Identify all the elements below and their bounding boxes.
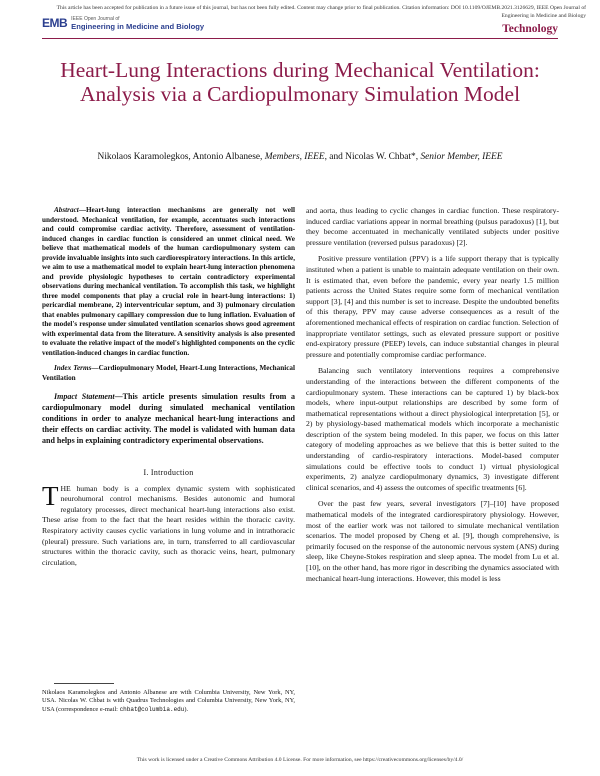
intro-paragraph (42, 480, 295, 569)
author-names: Nikolaos Karamolegkos, Antonio Albanese, (97, 152, 265, 162)
impact-lead: Impact Statement (54, 392, 115, 401)
right-column (306, 206, 559, 584)
footnote-end: ). (184, 705, 189, 713)
publication-notice: This article has been accepted for publication in a future issue of this journal, but has not been fully edited. Content may change prior to final publication. Citation information: DOI 10.1109/OJEMB.2021.3126629, IEEE Open Journal of Engineering in Medicine and Biology (56, 5, 586, 19)
index-terms (42, 364, 295, 383)
author-membership: Members, IEEE (264, 152, 325, 162)
index-terms-text: —Cardiopulmonary Model, Heart-Lung Interactions, Mechanical Ventilation (42, 364, 295, 382)
impact-text: —This article presents simulation results from a cardiopulmonary model during simulated mechanical ventilation conditions in order to analyze mechanical heart-lung interactions and their effects on cardiac activity. The model is validated with human data and helps in explaining contradictory experimental observations. (42, 392, 295, 445)
body-paragraph: Balancing such ventilatory interventions requires a comprehensive understanding of the interactions between the different components of the cardiopulmonary system. These interactions can be captured 1) by black-box models, where input-output relationships are described by some form of mathematical representations without a direct physiological interpretation [5], or 2) by physiology-based mathematical models which incorporate a mechanistic description of the system being modeled. In this paper, we focus on this latter category of modeling approaches as we believe that this is better suited to the understanding of cardio-respiratory interactions. Model-based computer simulations could be effective tools to conduct 1) virtual physiological experiments, 2) analyze cardiopulmonary dynamics, 3) investigate different clinical scenarios, and 4) assess the outcomes of specific treatments [6]. (306, 366, 559, 492)
abstract-lead: Abstract (54, 206, 79, 214)
left-column (42, 206, 295, 568)
license-footer: This work is licensed under a Creative Commons Attribution 4.0 License. For more information, see https://creativecommons.org/licenses/by/4.0/ (136, 757, 464, 763)
intro-text: HE human body is a complex dynamic system with sophisticated neurohumoral control mechanisms. Besides autonomic and humoral regulatory processes, direct mechanical heart-lung interactions also exist. These arise from to the fact that the heart resides within the thoracic cavity. Respiratory activity causes cyclic variations in lung volume and in intrathoracic (pleural) pressure. Such variations are, in turn, transferred to all cardiovascular structures within the thoracic cavity, such as thoracic veins, heart, pulmonary circulation, (42, 483, 295, 567)
index-terms-lead: Index Terms (54, 364, 92, 372)
impact-statement (42, 391, 295, 446)
section-heading-introduction: I. Introduction (143, 468, 194, 477)
drop-cap: T (42, 480, 59, 511)
paper-title: Heart-Lung Interactions during Mechanical Ventilation: Analysis via a Cardiopulmonary Simulation Model (60, 58, 540, 106)
author-and: , and Nicolas W. Chbat*, (324, 152, 421, 162)
logo-journal-name: Engineering in Medicine and Biology (71, 22, 205, 31)
body-paragraph: Positive pressure ventilation (PPV) is a life support therapy that is typically instituted when a patient is unable to maintain adequate ventilation on their own. It is estimated that, even before the pandemic, every year nearly 1.5 million patients across the United States require some form of mechanical ventilation support [3], [4] and this number is set to increase. Despite the undoubted benefits of this therapy, PPV may cause adverse consequences as a result of the aforementioned mechanical effects of respiration on cardiac function. Selection of inappropriate ventilator settings, such as elevated pressure support or positive end-expiratory pressure (PEEP) levels, can induce substantial changes in pleural pressure and potentially compromise cardiac performance. (306, 254, 559, 359)
logo-subtitle: IEEE Open Journal of (71, 16, 120, 22)
author-footnote (42, 683, 295, 714)
author-line (30, 152, 570, 162)
footnote-text: Nikolaos Karamolegkos and Antonio Albanese are with Columbia University, New York, NY, USA. Nicolas W. Chbat is with Quadrus Technologies and Columbia University, New York, NY, USA (correspondence e-mail: (42, 689, 295, 713)
section-label: Technology (502, 23, 558, 35)
correspondence-email: chbat@columbia.edu (119, 705, 185, 713)
header-rule (42, 38, 558, 39)
emb-logo-mark: EMB (42, 16, 68, 30)
body-paragraph: and aorta, thus leading to cyclic changes in cardiac function. These respiratory-induced cardiac variations appear in normal breathing (pulsus paradoxus) [1], but they become accentuated in mechanically ventilated subjects under positive pressure ventilation (reversed pulsus paradoxus) [2]. (306, 206, 559, 247)
abstract (42, 206, 295, 358)
journal-logo (42, 16, 204, 30)
abstract-text: —Heart-lung interaction mechanisms are generally not well understood. Mechanical ventilation, for example, accentuates such interactions and could compromise cardiac activity. Therefore, assessment of ventilation-induced changes in cardiac function is considered an unmet clinical need. We believe that mathematical models of the human cardiopulmonary system can provide invaluable insights into such cardiorespiratory interactions. In this article, we aim to use a mathematical model to explain heart-lung interaction phenomena and provide physiologic hypotheses to certain contradictory experimental observations during mechanical ventilation. To accomplish this task, we highlight three model components that play a crucial role in heart-lung interactions: 1) pericardial membrane, 2) interventricular septum, and 3) pulmonary circulation that enables pulmonary capillary compression due to lung inflation. Evaluation of the model's response under simulated ventilation scenarios shows good agreement with experimental data from the literature. A sensitivity analysis is also presented to evaluate the relative impact of the model's highlighted components on the cyclic ventilation-induced changes in cardiac function. (42, 206, 295, 357)
author-senior-membership: Senior Member, IEEE (420, 152, 503, 162)
footnote-rule (54, 683, 114, 684)
body-paragraph: Over the past few years, several investigators [7]–[10] have proposed mathematical models of the integrated cardiorespiratory physiology. However, most of the earlier work was not tailored to simulate mechanical ventilation scenarios. The model proposed by Cheng et al. [9], though comprehensive, is primarily focused on the response of the autonomic nervous system (ANS) during sleep, like Cheyne-Stokes respiration and sleep apnea. The model from Lu et al. [10], on the other hand, has more rigor in describing the dynamics associated with mechanical heart-lung interactions. However, this model is less (306, 499, 559, 583)
